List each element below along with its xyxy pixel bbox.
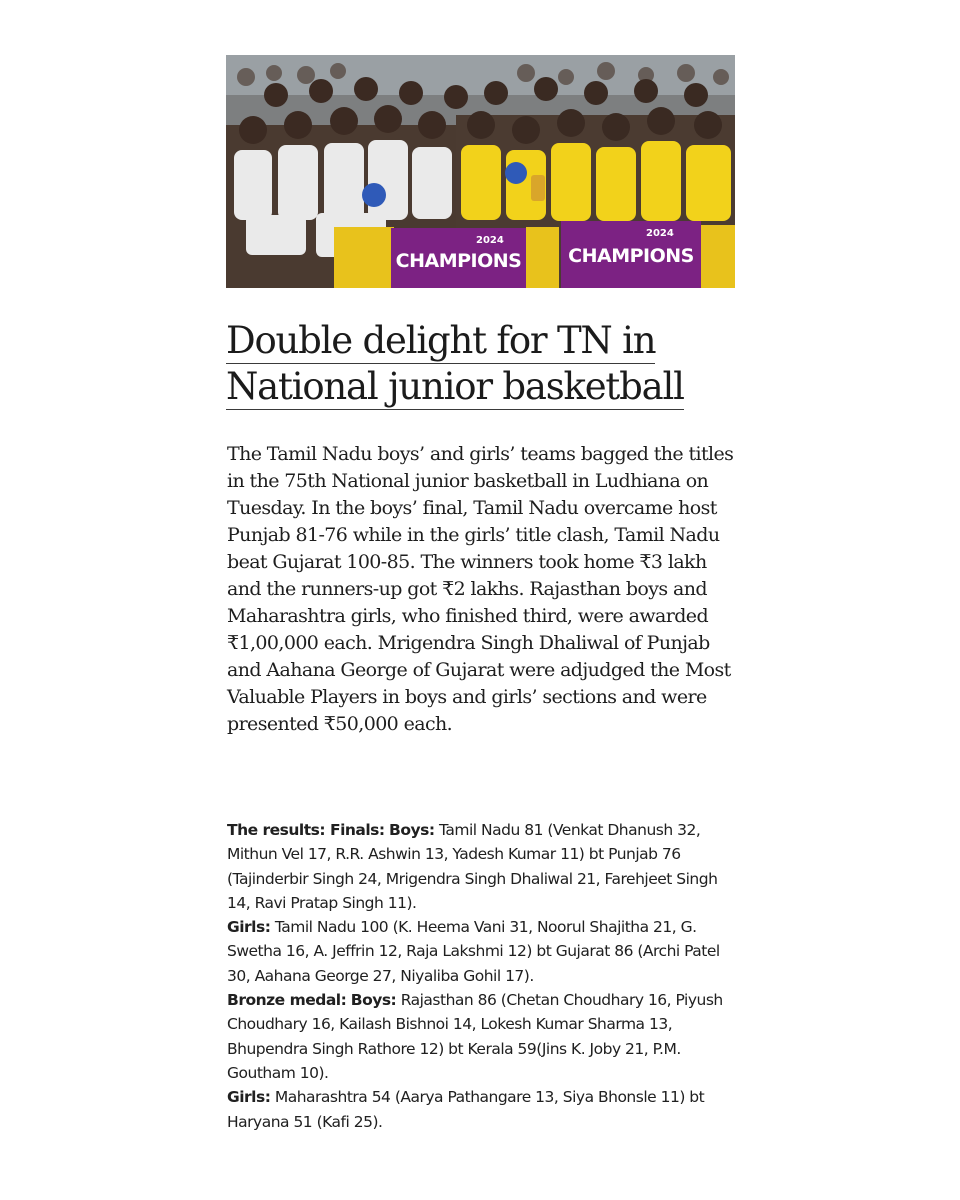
headline-line-2: National junior basketball	[226, 365, 684, 408]
champions-banner-right: CHAMPIONS	[568, 245, 694, 267]
results-bronze-girls-label: Girls:	[227, 1088, 271, 1107]
headline-line-1: Double delight for TN in	[226, 319, 656, 362]
results-finals-girls-text: Tamil Nadu 100 (K. Heema Vani 31, Noorul Shajitha 21, G. Swetha 16, A. Jeffrin 12, Raja Lakshmi 12) bt Gujarat 86 (Archi Patel 30, Aahana George 27, Niyaliba Gohil 17).	[227, 918, 720, 985]
results-bronze-girls-text: Maharashtra 54 (Aarya Pathangare 13, Siya Bhonsle 11) bt Haryana 51 (Kafi 25).	[227, 1088, 705, 1131]
banner-year-right: 2024	[646, 228, 674, 239]
results-bronze-boys	[227, 988, 742, 1085]
results-finals-boys	[227, 818, 742, 915]
results-finals-label: The results: Finals:	[227, 821, 385, 839]
results-boys-label: Boys:	[389, 821, 435, 839]
banner-year-left: 2024	[476, 235, 504, 246]
champions-banner-left: CHAMPIONS	[395, 250, 522, 272]
results-box	[227, 818, 742, 1134]
results-bronze-label: Bronze medal:	[227, 991, 347, 1010]
results-finals-boys-text: Tamil Nadu 81 (Venkat Dhanush 32, Mithun Vel 17, R.R. Ashwin 13, Yadesh Kumar 11) bt Punjab 76 (Tajinderbir Singh 24, Mrigendra Singh Dhaliwal 21, Farehjeet Singh 14, Ravi Pratap Singh 11).	[227, 821, 718, 912]
results-finals-girls	[227, 915, 742, 988]
team-celebration-photo	[226, 55, 735, 288]
results-girls-label: Girls:	[227, 918, 271, 937]
article-headline	[226, 318, 746, 410]
results-bronze-boys-text: Rajasthan 86 (Chetan Choudhary 16, Piyush Choudhary 16, Kailash Bishnoi 14, Lokesh Kumar Sharma 13, Bhupendra Singh Rathore 12) bt Kerala 59(Jins K. Joby 21, P.M. Goutham 10).	[227, 991, 723, 1082]
results-bronze-boys-label: Boys:	[350, 991, 397, 1010]
results-bronze-girls	[227, 1085, 742, 1134]
article-body: The Tamil Nadu boys’ and girls’ teams bagged the titles in the 75th National junior basketball in Ludhiana on Tuesday. In the boys’ final, Tamil Nadu overcame host Punjab 81-76 while in the girls’ title clash, Tamil Nadu beat Gujarat 100-85. The winners took home ₹3 lakh and the runners-up got ₹2 lakhs. Rajasthan boys and Maharashtra girls, who finished third, were awarded ₹1,00,000 each. Mrigendra Singh Dhaliwal of Punjab and Aahana George of Gujarat were adjudged the Most Valuable Players in boys and girls’ sections and were presented ₹50,000 each.	[227, 443, 734, 735]
